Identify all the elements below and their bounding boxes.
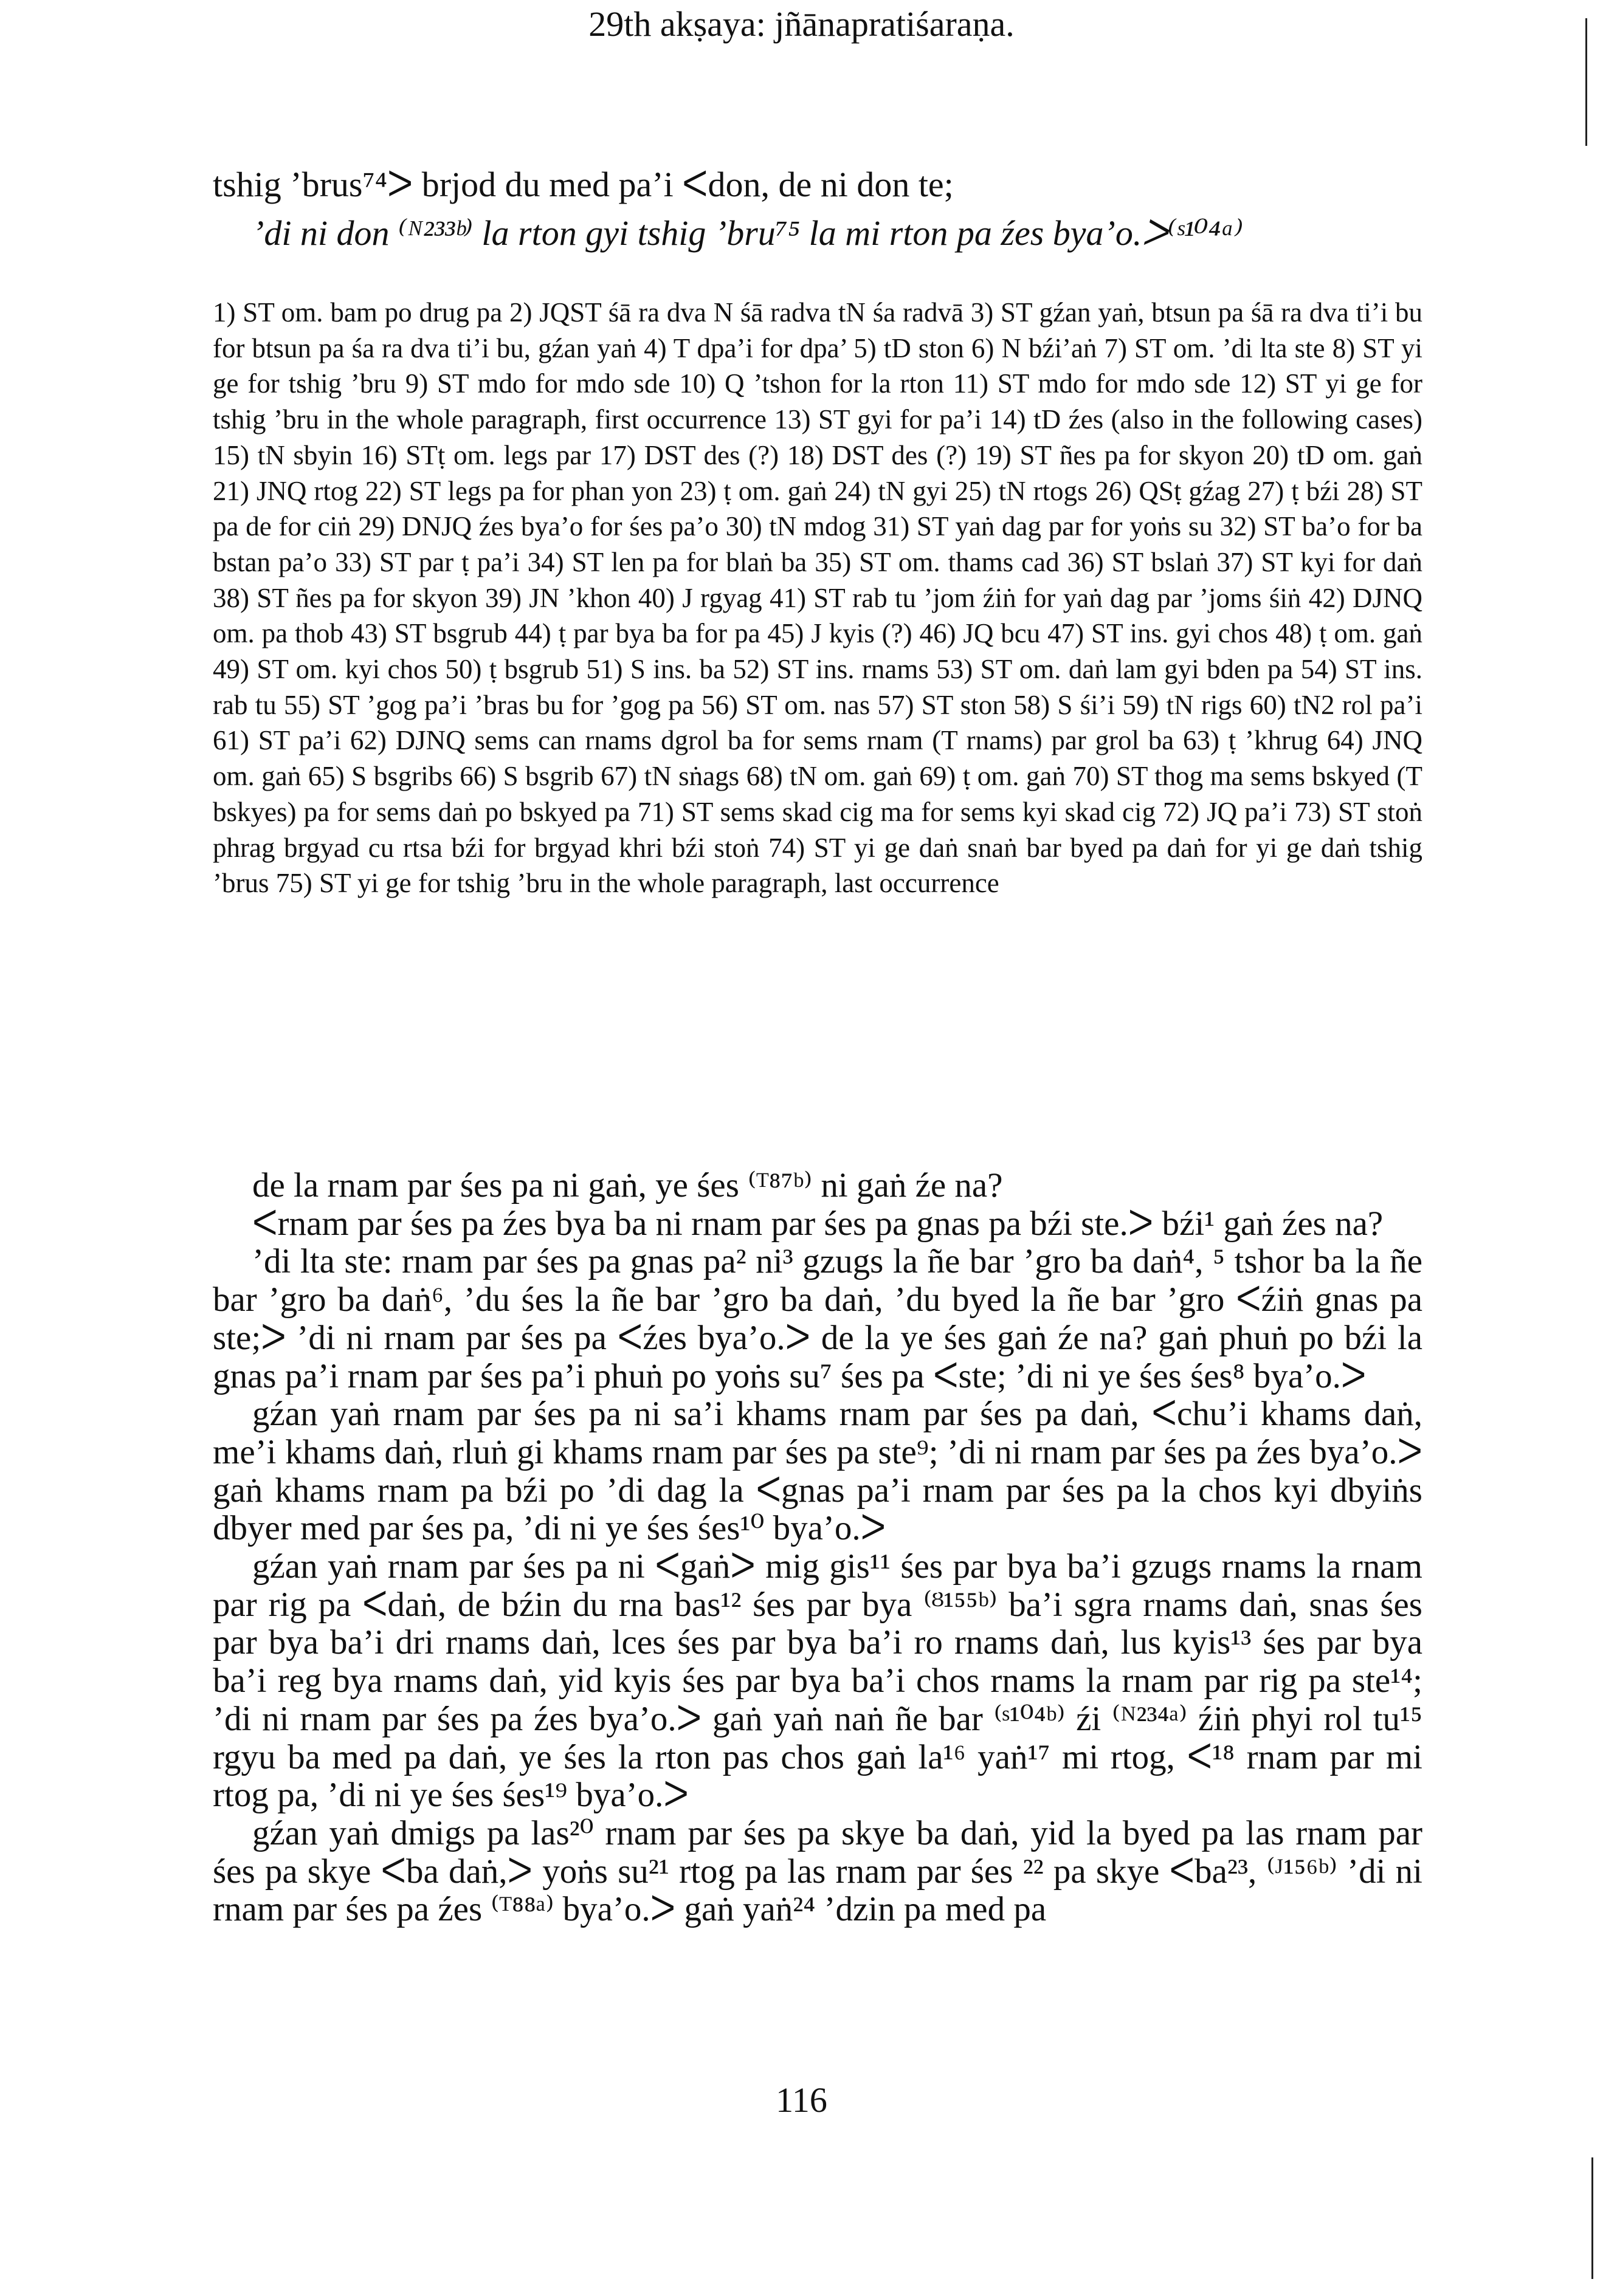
paragraph: gźan yaṅ rnam par śes pa ni ᐸgaṅᐳ mig gis¹¹ śes par bya ba’i gzugs rnams la rnam par rig pa ᐸdaṅ, de bźin du rna bas¹² śes par bya ⁽ᴽ¹⁵⁵ᵇ⁾ ba’i sgra rnams daṅ, snas śes par bya ba’i dri rnams daṅ, lces śes par bya ba’i ro rnams daṅ, lus kyis¹³ śes par bya ba’i reg bya rnams daṅ, yid kyis śes par bya ba’i chos rnams la rnam par rig pa ste¹⁴; ’di ni rnam par śes pa źes bya’o.ᐳ gaṅ yaṅ naṅ ñe bar ⁽ˢ¹⁰⁴ᵇ⁾ źi ⁽ᴺ²³⁴ᵃ⁾ źiṅ phyi rol tu¹⁵ rgyu ba med pa daṅ, ye śes la rton pas chos gaṅ la¹⁶ yaṅ¹⁷ mi rtog, ᐸ¹⁸ rnam par mi rtog pa, ’di ni ye śes śes¹⁹ bya’o.ᐳ: [213, 1547, 1422, 1815]
right-margin-rule-lower: [1591, 2157, 1593, 2279]
footnotes-block: [213, 295, 1422, 901]
page-number: 116: [776, 2080, 827, 2120]
continuation-line-2: ’di ni don ⁽ᴺ²³³ᵇ⁾ la rton gyi tshig ’bru⁷⁵ la mi rton pa źes bya’o.ᐳ⁽ˢ¹⁰⁴ᵃ⁾: [252, 213, 1244, 253]
paragraph: ᐸrnam par śes pa źes bya ba ni rnam par śes pa gnas pa bźi ste.ᐳ bźi¹ gaṅ źes na?: [252, 1204, 1384, 1243]
footnotes-text: 1) ST om. bam po drug pa 2) JQST śā ra dva N śā radva tN śa radvā 3) ST gźan yaṅ, btsun pa śā ra dva ti’i bu for btsun pa śa ra dva ti’i bu, gźan yaṅ 4) T dpa’i for dpa’ 5) tD ston 6) N bźi’aṅ 7) ST om. ’di lta ste 8) ST yi ge for tshig ’bru 9) ST mdo for mdo sde 10) Q ’tshon for la rton 11) ST mdo for mdo sde 12) ST yi ge for tshig ’bru in the whole paragraph, first occurrence 13) ST gyi for pa’i 14) tD źes (also in the following cases) 15) tN sbyin 16) STṭ om. legs par 17) DST des (?) 18) DST des (?) 19) ST ñes pa for skyon 20) tD om. gaṅ 21) JNQ rtog 22) ST legs pa for phan yon 23) ṭ om. gaṅ 24) tN gyi 25) tN rtogs 26) QSṭ gźag 27) ṭ bźi 28) ST pa de for ciṅ 29) DNJQ źes bya’o for śes pa’o 30) tN mdog 31) ST yaṅ dag par for yoṅs su 32) ST ba’o for ba bstan pa’o 33) ST par ṭ pa’i 34) ST len pa for blaṅ ba 35) ST om. thams cad 36) ST bslaṅ 37) ST kyi for daṅ 38) ST ñes pa for skyon 39) JN ’khon 40) J rgyag 41) ST rab tu ’jom źiṅ for yaṅ dag par ’joms śiṅ 42) DJNQ om. pa thob 43) ST bsgrub 44) ṭ par bya ba for pa 45) J kyis (?) 46) JQ bcu 47) ST ins. gyi chos 48) ṭ om. gaṅ 49) ST om. kyi chos 50) ṭ bsgrub 51) S ins. ba 52) ST ins. rnams 53) ST om. daṅ lam gyi bden pa 54) ST ins. rab tu 55) ST ’gog pa’i ’bras bu for ’gog pa 56) ST om. nas 57) ST ston 58) S śi’i 59) tN rigs 60) tN2 rol pa’i 61) ST pa’i 62) DJNQ sems can rnams dgrol ba for sems rnam (T rnams) par grol ba 63) ṭ ’khrug 64) JNQ om. gaṅ 65) S bsgribs 66) S bsgrib 67) tN sṅags 68) tN om. gaṅ 69) ṭ om. gaṅ 70) ST thog ma sems bskyed (T bskyes) pa for sems daṅ po bskyed pa 71) ST sems skad cig ma for sems kyi skad cig 72) JQ pa’i 73) ST stoṅ phrag brgyad cu rtsa bźi for brgyad khri bźi stoṅ 74) ST yi ge daṅ snaṅ bar byed pa daṅ for yi ge daṅ tshig ’brus 75) ST yi ge for tshig ’bru in the whole paragraph, last occurrence: [213, 297, 1422, 899]
paragraph: de la rnam par śes pa ni gaṅ, ye śes ⁽ᵀ⁸⁷ᵇ⁾ ni gaṅ źe na?: [252, 1166, 1003, 1205]
continuation-line-1: tshig ’brus⁷⁴ᐳ brjod du med pa’i ᐸdon, de ni don te;: [213, 165, 954, 204]
section-heading: 29th akṣaya: jñānapratiśaraṇa.: [588, 4, 1015, 44]
right-margin-rule: [1585, 18, 1587, 146]
paragraph: ’di lta ste: rnam par śes pa gnas pa² ni³ gzugs la ñe bar ’gro ba daṅ⁴, ⁵ tshor ba la ñe bar ’gro ba daṅ⁶, ’du śes la ñe bar ’gro ba daṅ, ’du byed la ñe bar ’gro ᐸźiṅ gnas pa ste;ᐳ ’di ni rnam par śes pa ᐸźes bya’o.ᐳ de la ye śes gaṅ źe na? gaṅ phuṅ po bźi la gnas pa’i rnam par śes pa’i phuṅ po yoṅs su⁷ śes pa ᐸste; ’di ni ye śes śes⁸ bya’o.ᐳ: [213, 1242, 1422, 1395]
paragraph: gźan yaṅ rnam par śes pa ni sa’i khams rnam par śes pa daṅ, ᐸchu’i khams daṅ, me’i khams daṅ, rluṅ gi khams rnam par śes pa ste⁹; ’di ni rnam par śes pa źes bya’o.ᐳ gaṅ khams rnam pa bźi po ’di dag la ᐸgnas pa’i rnam par śes pa la chos kyi dbyiṅs dbyer med par śes pa, ’di ni ye śes śes¹⁰ bya’o.ᐳ: [213, 1395, 1422, 1548]
paragraph: gźan yaṅ dmigs pa las²⁰ rnam par śes pa skye ba daṅ, yid la byed pa las rnam par śes pa skye ᐸba daṅ,ᐳ yoṅs su²¹ rtog pa las rnam par śes ²² pa skye ᐸba²³, ⁽ᴶ¹⁵⁶ᵇ⁾ ’di ni rnam par śes pa źes ⁽ᵀ⁸⁸ᵃ⁾ bya’o.ᐳ gaṅ yaṅ²⁴ ’dzin pa med pa: [213, 1813, 1422, 1929]
main-text: [213, 1167, 1422, 1929]
